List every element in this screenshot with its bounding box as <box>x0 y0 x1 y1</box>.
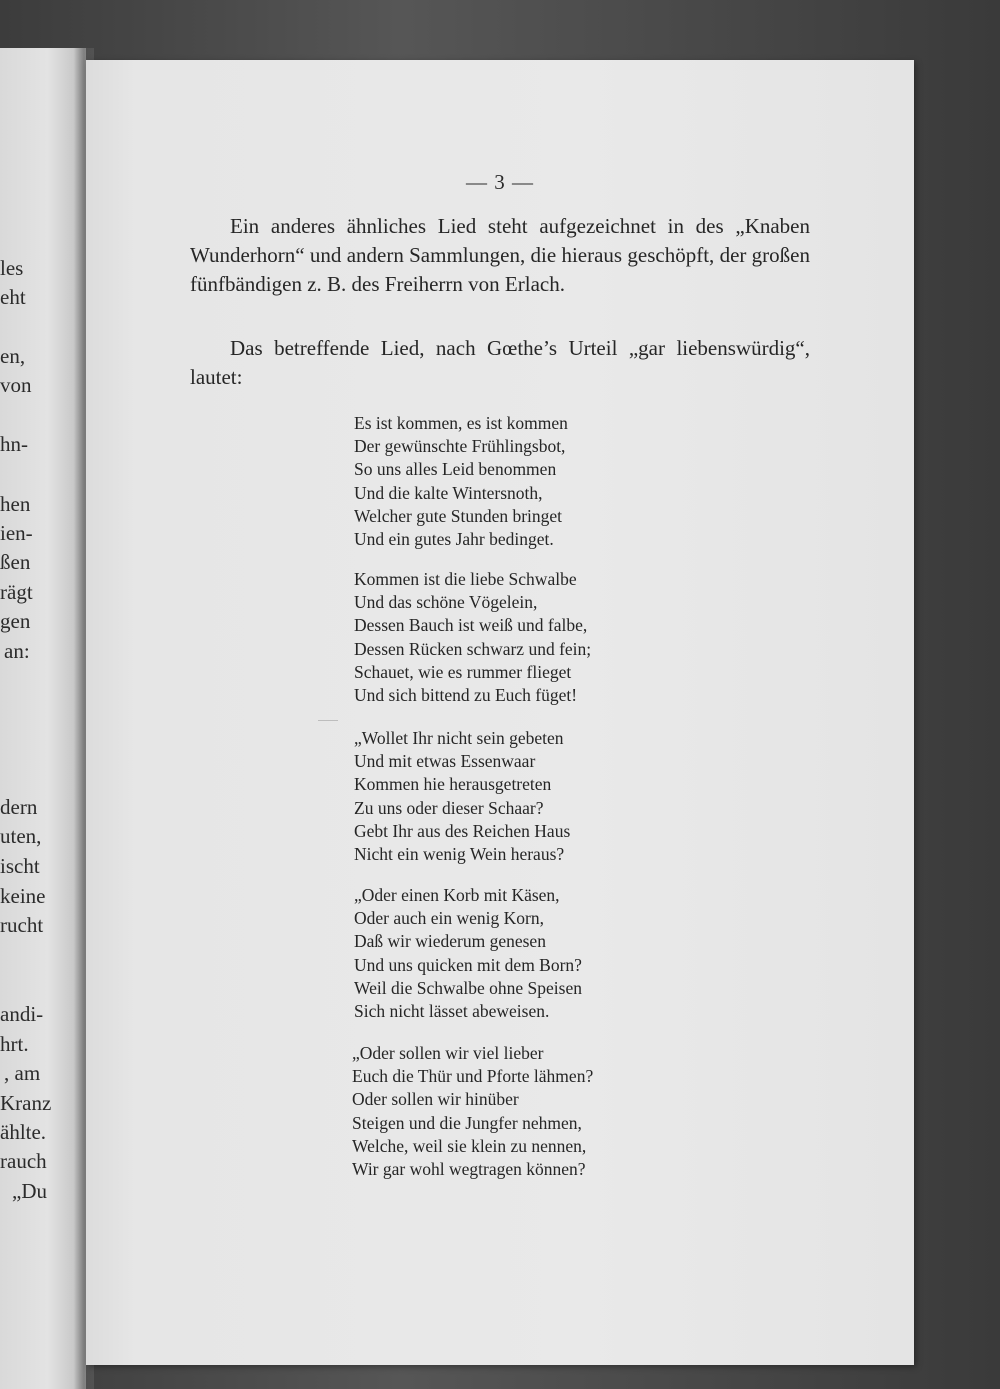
verse-line: Und uns quicken mit dem Born? <box>354 954 582 975</box>
verse-line: Zu uns oder dieser Schaar? <box>354 797 544 818</box>
left-page-fragment: rägt <box>0 580 33 604</box>
left-page-fragment: gen <box>0 609 31 633</box>
verse-line: Steigen und die Jungfer nehmen, <box>352 1112 582 1133</box>
book-page <box>86 60 914 1365</box>
poem-stanza <box>352 1042 692 1181</box>
left-page-fragment: ählte. <box>0 1120 47 1144</box>
verse-line: „Oder einen Korb mit Käsen, <box>354 885 560 905</box>
verse-line: Und sich bittend zu Euch füget! <box>354 685 578 706</box>
verse-line: Und mit etwas Essenwaar <box>354 751 536 772</box>
verse-line: Welcher gute Stunden bringet <box>354 505 563 526</box>
poem-stanza <box>354 727 694 866</box>
verse-line: „Wollet Ihr nicht sein gebeten <box>354 728 564 748</box>
left-page-fragment: an: <box>4 639 30 663</box>
left-page-fragment: hen <box>0 492 31 516</box>
paragraph: Das betreffende Lied, nach Gœthe’s Urteil „gar liebenswürdig“, lautet: <box>190 336 810 389</box>
verse-line: Und das schöne Vögelein, <box>354 592 538 613</box>
verse-line: Kommen hie herausgetreten <box>354 774 552 795</box>
verse-line: Wir gar wohl wegtragen können? <box>352 1159 586 1180</box>
left-page-fragment: hn- <box>0 432 28 456</box>
verse-line: Dessen Rücken schwarz und fein; <box>354 638 592 659</box>
left-page-fragment: hrt. <box>0 1032 29 1056</box>
verse-line: Es ist kommen, es ist kommen <box>354 413 568 433</box>
left-page-fragment: andi- <box>0 1002 44 1026</box>
verse-line: Gebt Ihr aus des Reichen Haus <box>354 820 571 841</box>
left-page-fragment: „Du <box>12 1179 47 1203</box>
verse-line: Schauet, wie es rummer flieget <box>354 661 572 682</box>
left-page-fragment: Kranz <box>0 1091 52 1115</box>
verse-line: Nicht ein wenig Wein heraus? <box>354 844 565 865</box>
verse-line: Oder auch ein wenig Korn, <box>354 908 545 929</box>
verse-line: Weil die Schwalbe ohne Speisen <box>354 977 582 998</box>
left-page-fragment: en, <box>0 344 26 368</box>
left-page-fragment: von <box>0 373 32 397</box>
verse-line: „Oder sollen wir viel lieber <box>352 1043 544 1063</box>
left-page-fragment: eht <box>0 285 26 309</box>
page-number: — 3 — <box>466 170 534 194</box>
poem-stanza <box>354 884 694 1023</box>
verse-line: Der gewünschte Frühlingsbot, <box>354 436 566 457</box>
paragraph: Ein anderes ähnliches Lied steht aufgezeichnet in des „Knaben Wunderhorn“ und andern Sammlungen, die hieraus geschöpft, der großen fünfbändigen z. B. des Freiherrn von Erlach. <box>190 214 810 296</box>
left-page-fragment: keine <box>0 884 46 908</box>
verse-line: Daß wir wiederum genesen <box>354 931 546 952</box>
left-page-fragment: uten, <box>0 824 42 848</box>
verse-line: Und die kalte Wintersnoth, <box>354 482 543 503</box>
left-page-fragment: , am <box>4 1061 41 1085</box>
verse-line: Kommen ist die liebe Schwalbe <box>354 569 577 589</box>
left-page-fragment: ßen <box>0 550 31 574</box>
left-page-fragment: ischt <box>0 854 40 878</box>
verse-line: Sich nicht lässet abeweisen. <box>354 1001 550 1022</box>
left-page-fragment: rauch <box>0 1149 47 1173</box>
verse-line: Oder sollen wir hinüber <box>352 1089 519 1110</box>
verse-line: Euch die Thür und Pforte lähmen? <box>352 1066 594 1087</box>
verse-line: Dessen Bauch ist weiß und falbe, <box>354 615 588 636</box>
left-page-fragment: ien- <box>0 521 33 545</box>
left-page-fragment: dern <box>0 795 38 819</box>
left-page-fragment: rucht <box>0 913 44 937</box>
verse-line: Welche, weil sie klein zu nennen, <box>352 1135 587 1156</box>
verse-line: Und ein gutes Jahr bedinget. <box>354 529 554 550</box>
poem-stanza <box>354 412 694 551</box>
left-page-fragment: les <box>0 256 24 280</box>
poem-stanza <box>354 568 694 707</box>
verse-line: So uns alles Leid benommen <box>354 459 557 480</box>
stray-ink-mark <box>318 720 338 721</box>
